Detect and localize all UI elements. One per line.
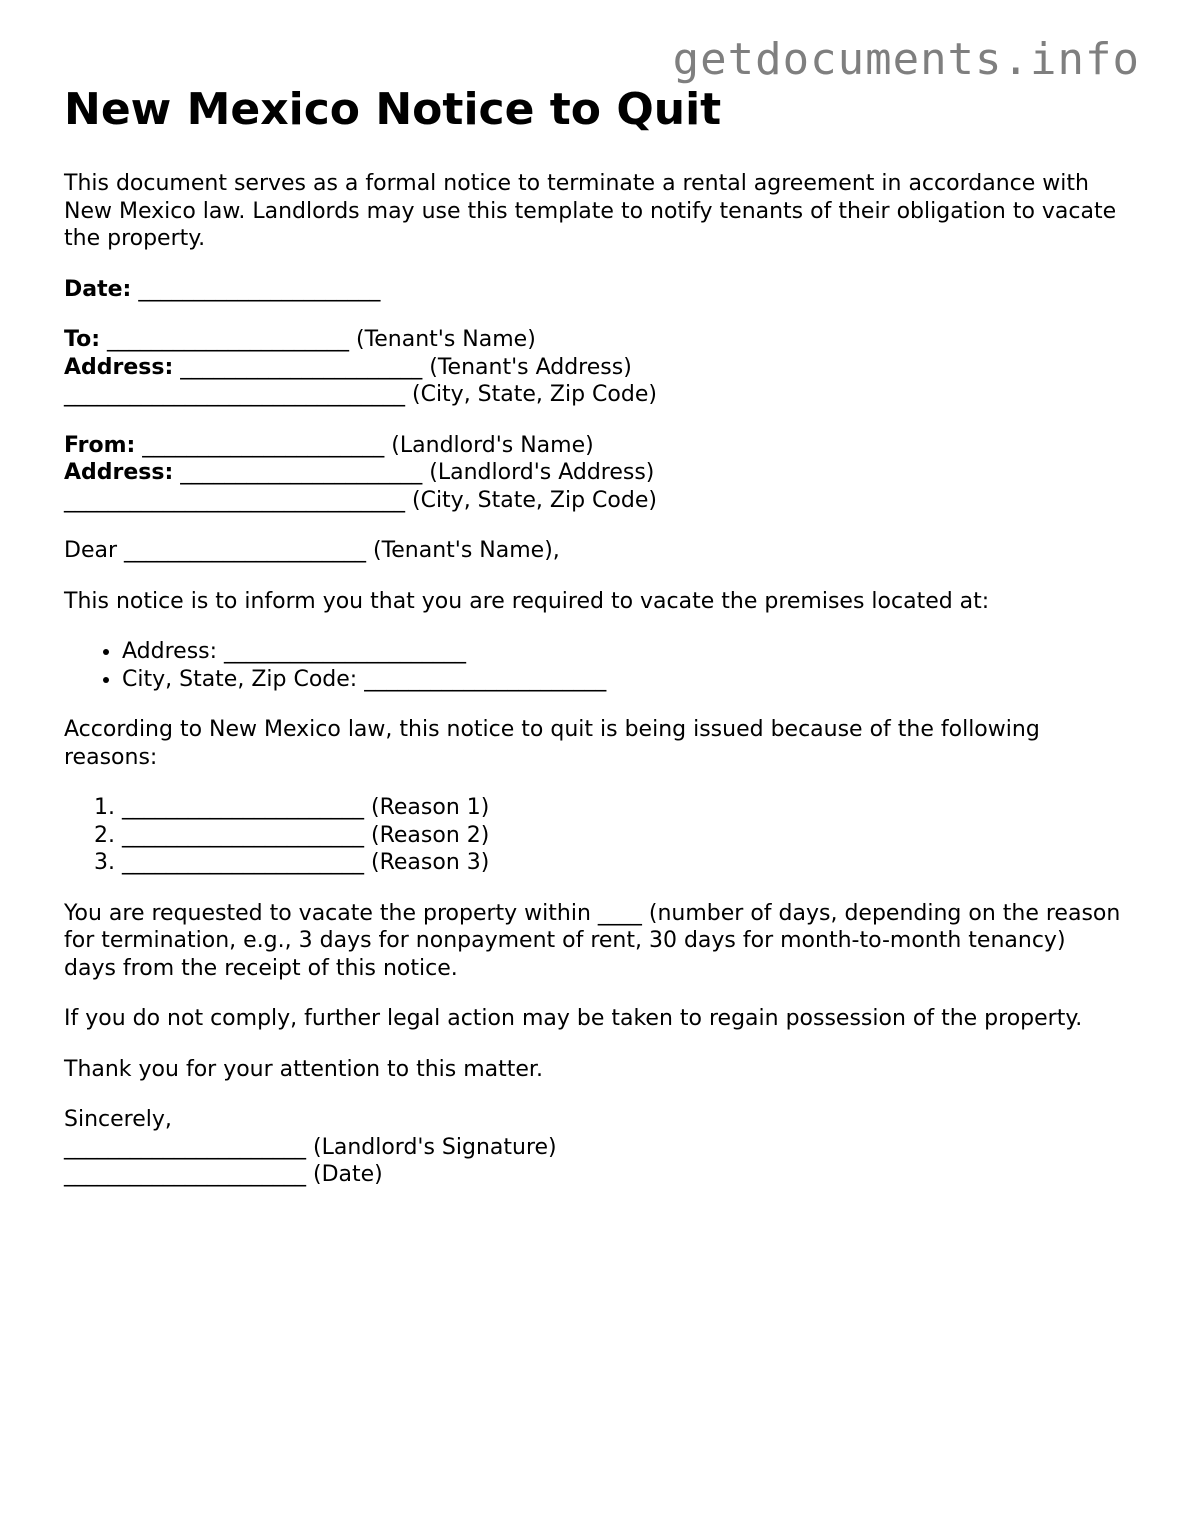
landlord-name-blank: ______________________ (Landlord's Name) <box>135 432 594 458</box>
document-title: New Mexico Notice to Quit <box>64 84 722 135</box>
thanks-paragraph: Thank you for your attention to this matter. <box>64 1056 543 1082</box>
document-page <box>64 82 1124 1212</box>
premises-intro: This notice is to inform you that you are required to vacate the premises located at: <box>64 588 990 614</box>
list-item: • City, State, Zip Code: ______________________ <box>122 666 1124 694</box>
from-section <box>64 432 1124 515</box>
landlord-address-label: Address: <box>64 460 174 485</box>
closing-section <box>64 1106 1124 1189</box>
reasons-intro: According to New Mexico law, this notice to quit is being issued because of the following reasons: <box>64 717 1040 770</box>
signature-line: ______________________ (Landlord's Signature) <box>64 1134 557 1160</box>
landlord-city-line: _______________________________ (City, State, Zip Code) <box>64 487 657 513</box>
list-item: • Address: ______________________ <box>122 638 1124 666</box>
vacate-paragraph: You are requested to vacate the property within ____ (number of days, depending on the reason for termination, e.g., 3 days for nonpayment of rent, 30 days for month-to-month tenancy) days from the receipt of this notice. <box>64 900 1121 981</box>
tenant-address-label: Address: <box>64 354 174 380</box>
salutation: Dear ______________________ (Tenant's Name), <box>64 538 560 563</box>
watermark-text: getdocuments.info <box>672 34 1140 85</box>
intro-paragraph: This document serves as a formal notice to terminate a rental agreement in accordance with New Mexico law. Landlords may use this template to notify tenants of their obligation to vacate the property. <box>64 171 1117 251</box>
from-label: From: <box>64 432 136 458</box>
premises-list <box>64 638 1124 693</box>
tenant-city-line: _______________________________ (City, State, Zip Code) <box>64 382 657 407</box>
date-label: Date: <box>64 276 132 302</box>
reasons-list <box>64 794 1124 877</box>
date-blank: ______________________ <box>131 276 381 302</box>
landlord-address-blank: ______________________ (Landlord's Address) <box>173 460 655 485</box>
to-label: To: <box>64 327 100 352</box>
list-item: 2. ______________________ (Reason 2) <box>122 822 1124 850</box>
signature-date-line: ______________________ (Date) <box>64 1162 383 1187</box>
comply-paragraph: If you do not comply, further legal action may be taken to regain possession of the property. <box>64 1006 1083 1031</box>
date-section <box>64 276 1124 304</box>
list-item: 1. ______________________ (Reason 1) <box>122 794 1124 822</box>
sincerely-text: Sincerely, <box>64 1107 172 1132</box>
tenant-address-blank: ______________________ (Tenant's Address) <box>173 354 632 380</box>
tenant-name-blank: ______________________ (Tenant's Name) <box>100 327 536 352</box>
to-section <box>64 326 1124 409</box>
list-item: 3. ______________________ (Reason 3) <box>122 849 1124 877</box>
